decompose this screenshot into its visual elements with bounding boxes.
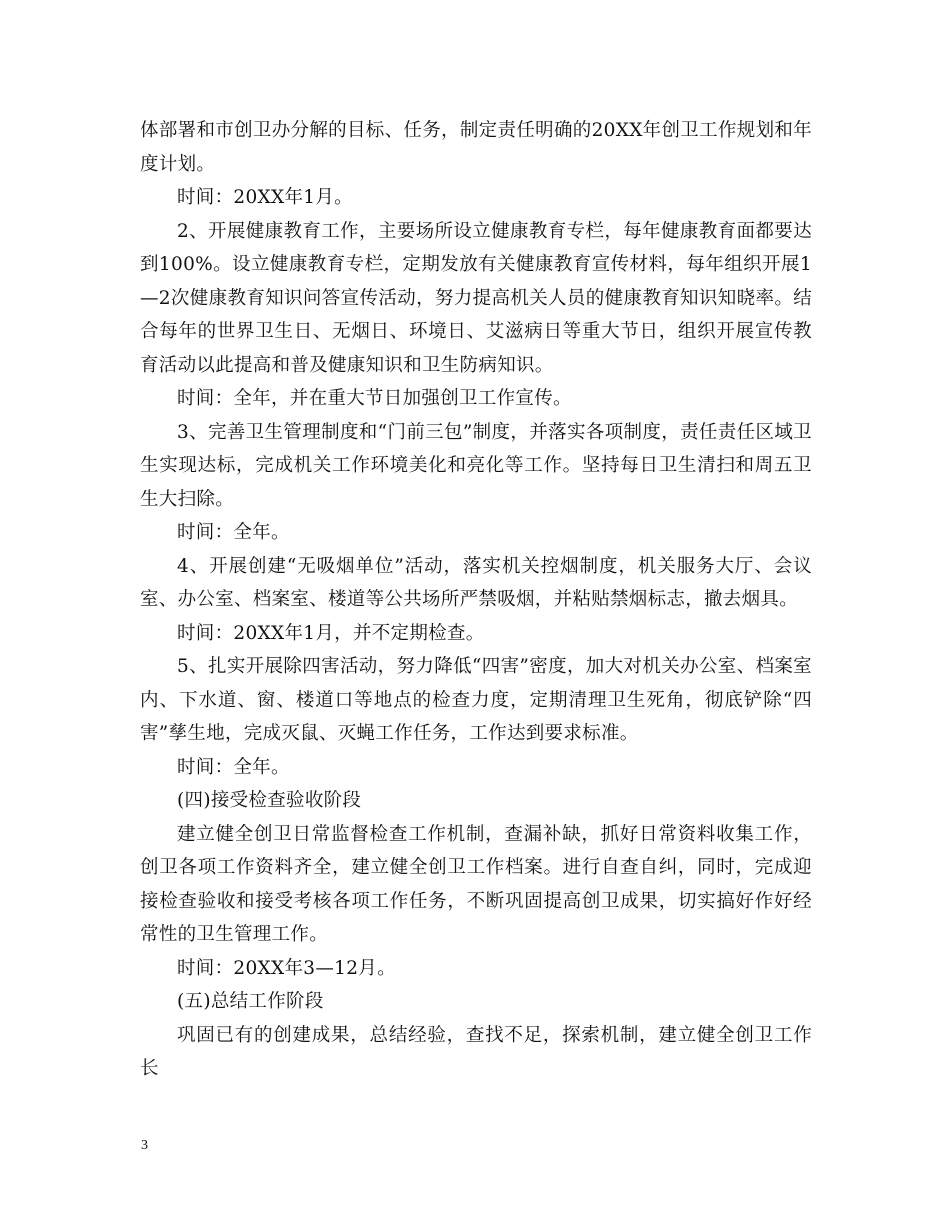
paragraph-time-full-year-1: 时间：全年。 bbox=[177, 522, 290, 543]
section-heading-inspection-stage: (四)接受检查验收阶段 bbox=[177, 790, 362, 811]
paragraph-four-pests: 5、扎实开展除四害活动，努力降低“四害”密度，加大对机关办公室、档案室内、下水道、窗、楼道口等地点的检查力度，定期清理卫生死角，彻底铲除“四害”孳生地，完成灭鼠、灭蝇工作任务，工作达到要求标准。 bbox=[140, 656, 812, 744]
paragraph-no-smoking: 4、开展创建“无吸烟单位”活动，落实机关控烟制度，机关服务大厅、会议室、办公室、档案室、楼道等公共场所严禁吸烟，并粘贴禁烟标志，撤去烟具。 bbox=[140, 555, 812, 610]
page-number: 3 bbox=[141, 1138, 148, 1153]
paragraph-sanitation-management: 3、完善卫生管理制度和“门前三包”制度，并落实各项制度，责任责任区域卫生实现达标，完成机关工作环境美化和亮化等工作。坚持每日卫生清扫和周五卫生大扫除。 bbox=[140, 421, 812, 510]
paragraph-time-full-year-festivals: 时间：全年，并在重大节日加强创卫工作宣传。 bbox=[177, 388, 572, 409]
paragraph-time-mar-dec: 时间：20XX年3—12月。 bbox=[177, 957, 396, 979]
paragraph-consolidate-results: 巩固已有的创建成果，总结经验，查找不足，探索机制，建立健全创卫工作长 bbox=[140, 1024, 812, 1079]
paragraph-time-full-year-2: 时间：全年。 bbox=[177, 756, 290, 778]
document-body bbox=[140, 114, 812, 1086]
section-heading-summary-stage: (五)总结工作阶段 bbox=[177, 991, 324, 1012]
paragraph-supervision-mechanism: 建立健全创卫日常监督检查工作机制，查漏补缺，抓好日常资料收集工作，创卫各项工作资料齐全，建立健全创卫工作档案。进行自查自纠，同时，完成迎接检查验收和接受考核各项工作任务，不断巩固提高创卫成果，切实搞好作好经常性的卫生管理工作。 bbox=[140, 823, 812, 945]
paragraph-plan-continuation: 体部署和市创卫办分解的目标、任务，制定责任明确的20XX年创卫工作规划和年度计划。 bbox=[140, 120, 812, 175]
paragraph-health-education: 2、开展健康教育工作，主要场所设立健康教育专栏，每年健康教育面都要达到100%。设立健康教育专栏，定期发放有关健康教育宣传材料，每年组织开展1—2次健康教育知识问答宣传活动，努力提高机关人员的健康教育知识知晓率。结合每年的世界卫生日、无烟日、环境日、艾滋病日等重大节日，组织开展宣传教育活动以此提高和普及健康知识和卫生防病知识。 bbox=[140, 220, 812, 376]
paragraph-time-jan: 时间：20XX年1月。 bbox=[177, 187, 353, 208]
paragraph-time-jan-inspection: 时间：20XX年1月，并不定期检查。 bbox=[177, 622, 485, 644]
